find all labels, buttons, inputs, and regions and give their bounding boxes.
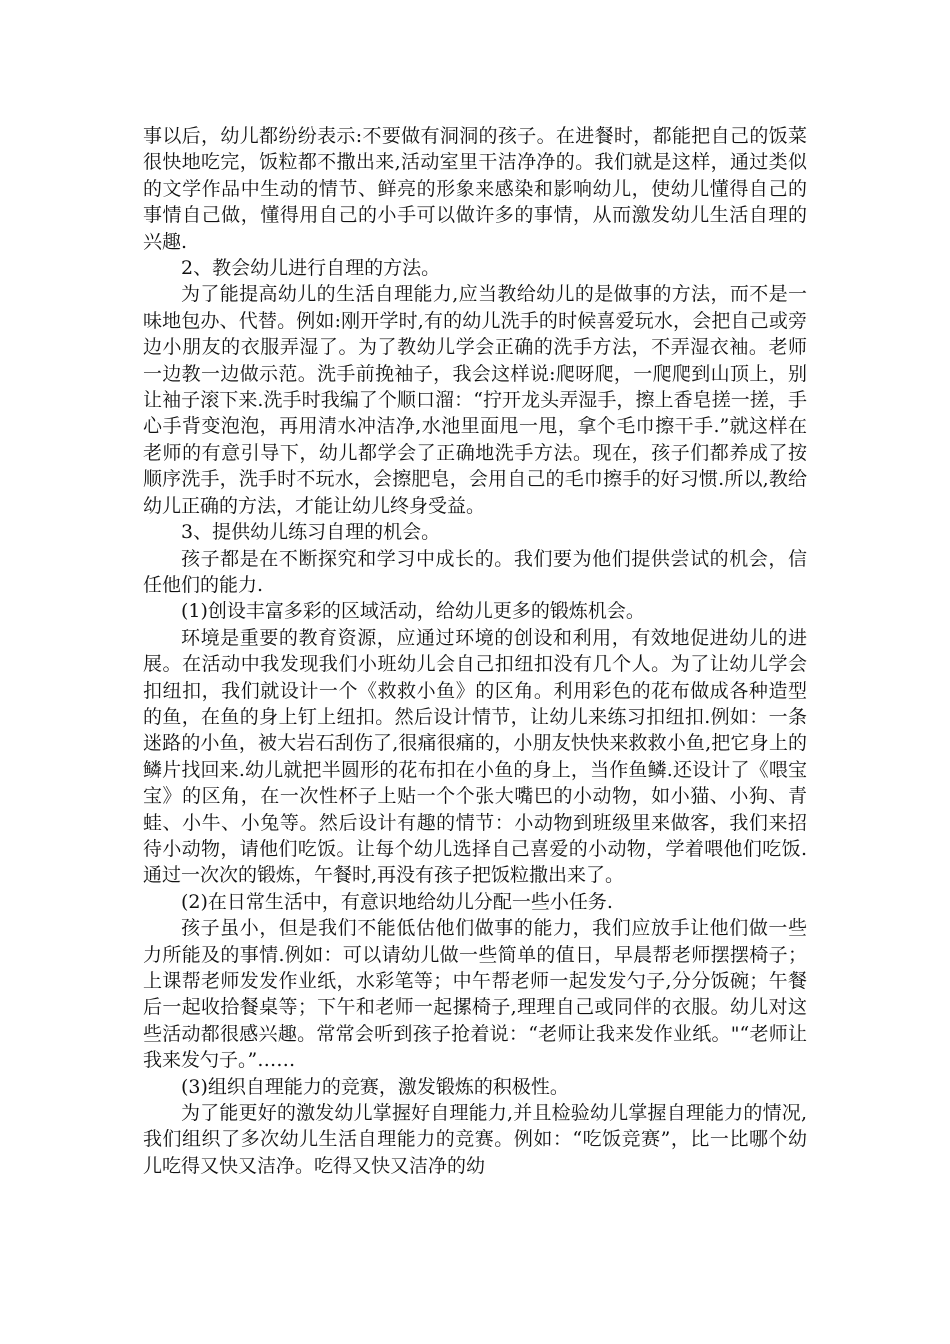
paragraph-area-activities: 环境是重要的教育资源，应通过环境的创设和利用，有效地促进幼儿的进展。在活动中我发现我们小班幼儿会自己扣纽扣没有几个人。为了让幼儿学会扣纽扣，我们就设计一个《救救小鱼》的区角。利用彩色的花布做成各种造型的鱼，在鱼的身上钉上纽扣。然后设计情节，让幼儿来练习扣纽扣.例如：一条迷路的小鱼，被大岩石刮伤了,很痛很痛的，小朋友快快来救救小鱼,把它身上的鳞片找回来.幼儿就把半圆形的花布扣在小鱼的身上，当作鱼鳞.还设计了《喂宝宝》的区角，在一次性杯子上贴一个个张大嘴巴的小动物，如小猫、小狗、青蛙、小牛、小兔等。然后设计有趣的情节：小动物到班级里来做客，我们来招待小动物，请他们吃饭。让每个幼儿选择自己喜爱的小动物，学着喂他们吃饭.通过一次次的锻炼，午餐时,再没有孩子把饭粒撒出来了。 xyxy=(143,626,807,887)
subheading-area-activities: (1)创设丰富多彩的区域活动，给幼儿更多的锻炼机会。 xyxy=(181,600,645,623)
document-page xyxy=(143,123,807,1179)
paragraph-competition: 为了能更好的激发幼儿掌握好自理能力,并且检验幼儿掌握自理能力的情况,我们组织了多次幼儿生活自理能力的竞赛。例如：“吃饭竞赛”，比一比哪个幼儿吃得又快又洁净。吃得又快又洁净的幼 xyxy=(143,1102,807,1177)
paragraph-method: 为了能提高幼儿的生活自理能力,应当教给幼儿的是做事的方法，而不是一味地包办、代替。例如:刚开学时,有的幼儿洗手的时候喜爱玩水，会把自己或旁边小朋友的衣服弄湿了。为了教幼儿学会正确的洗手方法，不弄湿衣袖。老师一边教一边做示范。洗手前挽袖子，我会这样说:爬呀爬，一爬爬到山顶上，别让袖子滚下来.洗手时我编了个顺口溜：“拧开龙头弄湿手，擦上香皂搓一搓，手心手背变泡泡，再用清水冲洁净,水池里面甩一甩，拿个毛巾擦干手.”就这样在老师的有意引导下，幼儿都学会了正确地洗手方法。现在，孩子们都养成了按顺序洗手，洗手时不玩水，会擦肥皂，会用自己的毛巾擦手的好习惯.所以,教给幼儿正确的方法，才能让幼儿终身受益。 xyxy=(143,283,807,517)
subheading-competition: (3)组织自理能力的竞赛，激发锻炼的积极性。 xyxy=(181,1075,569,1098)
heading-method: 2、教会幼儿进行自理的方法。 xyxy=(181,257,441,280)
paragraph-daily-tasks: 孩子虽小，但是我们不能低估他们做事的能力，我们应放手让他们做一些力所能及的事情.例如：可以请幼儿做一些简单的值日，早晨帮老师摆摆椅子；上课帮老师发发作业纸，水彩笔等；中午帮老师一起发发勺子,分分饭碗；午餐后一起收拾餐桌等；下午和老师一起摞椅子,理理自己或同伴的衣服。幼儿对这些活动都很感兴趣。常常会听到孩子抢着说：“老师让我来发作业纸。"“老师让我来发勺子。”…… xyxy=(143,917,807,1072)
paragraph-opportunity: 孩子都是在不断探究和学习中成长的。我们要为他们提供尝试的机会，信任他们的能力. xyxy=(143,547,807,596)
paragraph-intro-continuation: 事以后，幼儿都纷纷表示:不要做有洞洞的孩子。在进餐时，都能把自己的饭菜很快地吃完，饭粒都不撒出来,活动室里干洁净净的。我们就是这样，通过类似的文学作品中生动的情节、鲜亮的形象来感染和影响幼儿，使幼儿懂得自己的事情自己做，懂得用自己的小手可以做许多的事情，从而激发幼儿生活自理的兴趣. xyxy=(143,125,807,253)
heading-opportunity: 3、提供幼儿练习自理的机会。 xyxy=(181,521,441,544)
subheading-daily-tasks: (2)在日常生活中，有意识地给幼儿分配一些小任务. xyxy=(181,890,613,913)
